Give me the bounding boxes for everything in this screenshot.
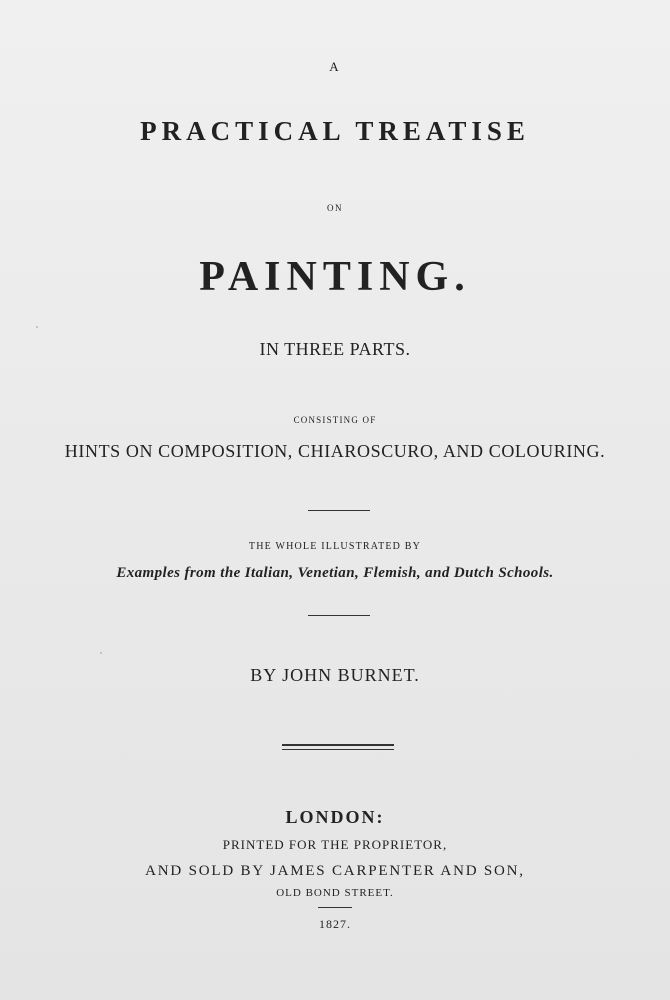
- title-line: PRACTICAL TREATISE: [140, 116, 530, 146]
- imprint-sold-by: AND SOLD BY JAMES CARPENTER AND SON,: [145, 863, 525, 879]
- hints-line: HINTS ON COMPOSITION, CHIAROSCURO, AND COLOURING.: [64, 441, 606, 461]
- imprint-city: LONDON:: [285, 807, 385, 827]
- double-rule-top: [282, 744, 394, 746]
- author-line: BY JOHN BURNET.: [250, 665, 420, 685]
- parts-line: IN THREE PARTS.: [259, 339, 411, 359]
- paper-speck: [100, 652, 102, 654]
- examples-line: Examples from the Italian, Venetian, Flemish, and Dutch Schools.: [116, 565, 554, 581]
- title-article: A: [329, 59, 341, 74]
- paper-speck: [36, 326, 38, 328]
- divider-rule-1: [308, 510, 370, 511]
- title-preposition: ON: [327, 203, 343, 213]
- imprint-year: 1827.: [319, 917, 351, 931]
- divider-rule-2: [308, 615, 370, 616]
- double-rule-bottom: [282, 749, 394, 750]
- illustrated-by-line: THE WHOLE ILLUSTRATED BY: [248, 541, 422, 552]
- imprint-street: OLD BOND STREET.: [276, 887, 394, 899]
- title-subject: PAINTING.: [199, 254, 471, 300]
- imprint-printed-for: PRINTED FOR THE PROPRIETOR,: [222, 837, 448, 852]
- consisting-of-line: CONSISTING OF: [293, 415, 377, 425]
- divider-rule-3: [318, 907, 352, 908]
